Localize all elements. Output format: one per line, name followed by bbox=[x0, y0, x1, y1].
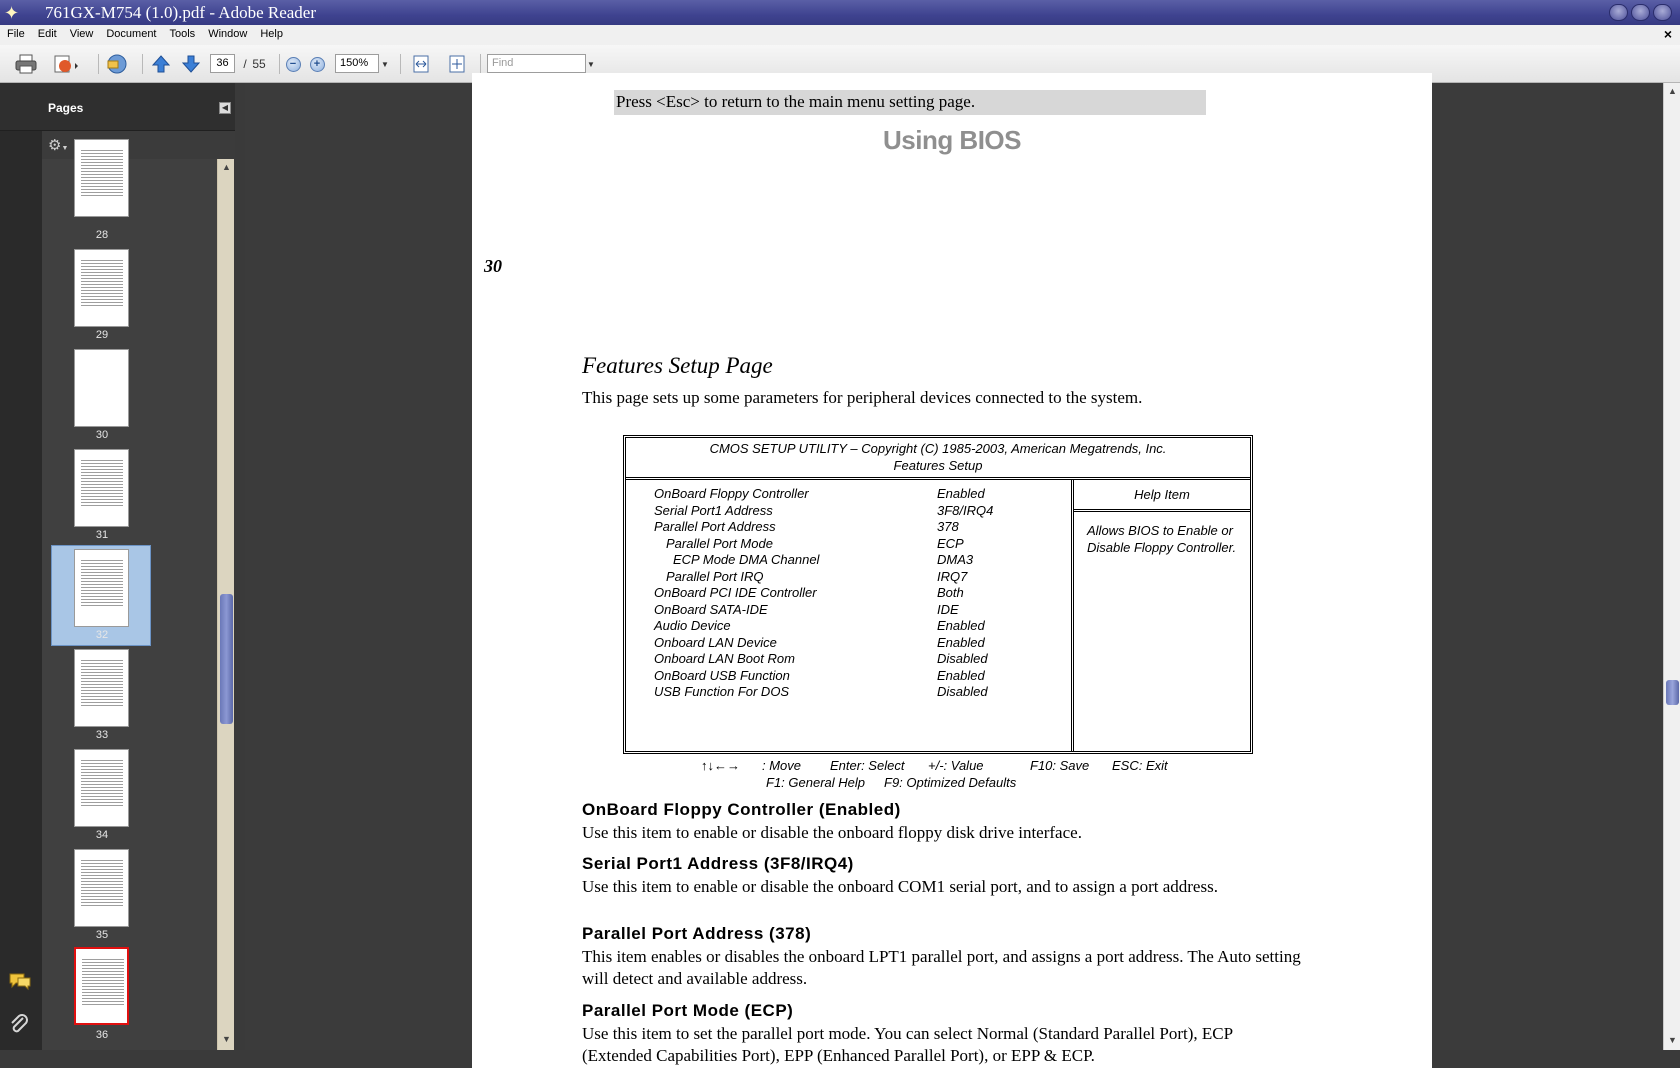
bios-setting-label: Onboard LAN Boot Rom bbox=[654, 651, 795, 666]
bios-setting-label: Serial Port1 Address bbox=[654, 502, 773, 518]
document-scrollbar[interactable] bbox=[1663, 83, 1680, 1050]
arrow-down-icon bbox=[181, 54, 201, 74]
key-f10: F10: Save bbox=[1030, 758, 1090, 773]
bios-setting-label: USB Function For DOS bbox=[654, 684, 790, 699]
bios-setting-value: ECP bbox=[937, 535, 964, 551]
bios-setting-value: Disabled bbox=[937, 684, 988, 699]
fit-width-icon bbox=[411, 54, 431, 74]
thumbnail-label: 30 bbox=[95, 429, 109, 441]
plus-icon: + bbox=[310, 57, 325, 72]
bios-setting-value: 3F8/IRQ4 bbox=[937, 502, 994, 518]
attachments-icon[interactable] bbox=[8, 1013, 30, 1042]
bios-header-line1: CMOS SETUP UTILITY – Copyright (C) 1985-2003, American Megatrends, Inc. bbox=[709, 441, 1167, 456]
bios-setting-label: ECP Mode DMA Channel bbox=[673, 552, 820, 567]
bios-setting-value: Both bbox=[937, 585, 964, 600]
bios-setting-label: OnBoard SATA-IDE bbox=[654, 601, 768, 617]
document-view bbox=[245, 83, 1663, 1065]
item-heading: OnBoard Floppy Controller (Enabled) bbox=[582, 800, 901, 819]
panel-splitter[interactable] bbox=[235, 83, 245, 1050]
bios-setup-screen bbox=[623, 435, 1253, 754]
collapse-panel-button[interactable]: ◀ bbox=[219, 102, 231, 114]
title-bar bbox=[0, 0, 1680, 25]
page-separator: / bbox=[243, 57, 247, 71]
total-pages: 55 bbox=[252, 57, 266, 71]
help-item-text: Allows BIOS to Enable or Disable Floppy Controller. bbox=[1087, 523, 1237, 555]
bios-setting-value: Disabled bbox=[937, 651, 988, 666]
key-esc: ESC: Exit bbox=[1112, 758, 1168, 773]
page-footer-title: Using BIOS bbox=[882, 125, 1021, 155]
scroll-up-icon[interactable]: ▲ bbox=[1668, 86, 1677, 96]
thumbnail-label: 31 bbox=[95, 529, 109, 541]
previous-page-button[interactable] bbox=[150, 53, 172, 75]
close-window-button[interactable] bbox=[1653, 4, 1672, 21]
zoom-dropdown-icon[interactable]: ▼ bbox=[381, 59, 389, 69]
thumbnail-label: 34 bbox=[95, 829, 109, 841]
scroll-up-icon[interactable]: ▲ bbox=[222, 162, 231, 172]
thumbnail-label: 33 bbox=[95, 729, 109, 741]
bios-setting-value: 378 bbox=[937, 519, 959, 534]
item-heading: Parallel Port Address (378) bbox=[582, 924, 812, 943]
bios-setting-label: OnBoard USB Function bbox=[654, 667, 790, 683]
fit-page-button[interactable] bbox=[446, 53, 468, 75]
bios-setting-label: OnBoard PCI IDE Controller bbox=[654, 585, 817, 600]
item-body: Use this item to enable or disable the onboard floppy disk drive interface. bbox=[582, 823, 1082, 842]
thumbnail-label: 36 bbox=[95, 1029, 109, 1041]
key-value: +/-: Value bbox=[928, 758, 984, 773]
thumbnail-label: 32 bbox=[95, 629, 109, 641]
document-pencil-icon bbox=[53, 54, 81, 74]
page-number: 30 bbox=[484, 256, 502, 276]
bios-setting-label: OnBoard Floppy Controller bbox=[654, 486, 809, 501]
bios-setting-label: Parallel Port Mode bbox=[666, 535, 773, 551]
item-body: Use this item to enable or disable the onboard COM1 serial port, and to assign a port address. bbox=[582, 877, 1218, 896]
minimize-button[interactable] bbox=[1609, 4, 1628, 21]
section-title: Features Setup Page bbox=[582, 353, 773, 378]
bios-setting-value: DMA3 bbox=[937, 552, 974, 567]
bios-setting-value: Enabled bbox=[937, 486, 985, 501]
menu-edit[interactable]: Edit bbox=[37, 28, 57, 40]
comment-tools-button[interactable] bbox=[52, 53, 82, 75]
globe-share-icon bbox=[105, 53, 129, 75]
thumbnail-page-36[interactable] bbox=[74, 947, 129, 1025]
thumbnail-page-34[interactable] bbox=[74, 749, 129, 827]
key-enter: Enter: Select bbox=[830, 758, 905, 773]
esc-note: Press <Esc> to return to the main menu setting page. bbox=[614, 90, 1206, 115]
thumbnail-label: 35 bbox=[95, 929, 109, 941]
pages-panel-title: Pages bbox=[48, 101, 84, 115]
thumbnail-page-29[interactable] bbox=[74, 249, 129, 327]
bios-setting-label: Onboard LAN Device bbox=[654, 634, 777, 650]
item-heading: Serial Port1 Address (3F8/IRQ4) bbox=[582, 854, 854, 873]
pdf-page-current bbox=[472, 248, 1432, 1068]
bios-setting-value: IRQ7 bbox=[937, 568, 968, 584]
menu-window[interactable]: Window bbox=[208, 28, 248, 40]
find-dropdown-icon[interactable]: ▼ bbox=[587, 59, 595, 69]
bios-setting-label: Audio Device bbox=[654, 618, 731, 633]
print-button[interactable] bbox=[14, 53, 38, 75]
thumbnail-page-33[interactable] bbox=[74, 649, 129, 727]
menu-view[interactable]: View bbox=[69, 28, 94, 40]
zoom-out-button[interactable] bbox=[284, 53, 302, 75]
thumbnail-page-30[interactable] bbox=[74, 349, 129, 427]
maximize-button[interactable] bbox=[1631, 4, 1650, 21]
navigation-strip bbox=[0, 83, 42, 1050]
thumbnail-label: 28 bbox=[95, 229, 109, 241]
bios-header bbox=[626, 438, 1250, 480]
menu-help[interactable]: Help bbox=[260, 28, 283, 40]
bios-divider bbox=[1071, 480, 1074, 751]
page-thumbnails bbox=[42, 159, 217, 1050]
bios-setting-value: Enabled bbox=[937, 667, 985, 683]
help-item-title: Help Item bbox=[1074, 480, 1250, 512]
item-body: This item enables or disables the onboard LPT1 parallel port, and assigns a port address. The Auto setting will detect and available address. bbox=[582, 947, 1301, 988]
page-number-input[interactable]: 36 bbox=[210, 54, 235, 73]
zoom-in-button[interactable] bbox=[308, 53, 326, 75]
arrow-up-icon bbox=[151, 54, 171, 74]
menu-document[interactable]: Document bbox=[106, 28, 157, 40]
next-page-button[interactable] bbox=[180, 53, 202, 75]
menu-bar bbox=[0, 25, 1680, 45]
adobe-reader-icon: ✦ bbox=[4, 3, 20, 23]
zoom-level-input[interactable]: 150% bbox=[335, 54, 379, 73]
scroll-down-icon[interactable]: ▼ bbox=[222, 1034, 231, 1044]
find-input[interactable]: Find bbox=[487, 54, 586, 73]
bios-setting-label: Parallel Port IRQ bbox=[666, 568, 764, 584]
menu-file[interactable]: File bbox=[7, 28, 25, 40]
key-move: : Move bbox=[762, 758, 802, 773]
item-body: Use this item to set the parallel port mode. You can select Normal (Standard Parallel Port), ECP (Extended Capabilities Port), EPP (Enhanced Parallel Port), or EPP & ECP. bbox=[582, 1024, 1233, 1065]
pages-panel-header bbox=[0, 83, 235, 131]
scrollbar-thumb[interactable] bbox=[220, 594, 233, 724]
minus-icon: − bbox=[286, 57, 301, 72]
scroll-down-icon[interactable]: ▼ bbox=[1668, 1035, 1677, 1045]
fit-width-button[interactable] bbox=[410, 53, 432, 75]
thumbnail-page-28[interactable] bbox=[74, 139, 129, 217]
panel-options-bar bbox=[42, 131, 235, 159]
menu-tools[interactable]: Tools bbox=[169, 28, 196, 40]
thumbnail-page-32[interactable] bbox=[74, 549, 129, 627]
window-title: 761GX-M754 (1.0).pdf - Adobe Reader bbox=[45, 3, 316, 22]
fit-page-icon bbox=[447, 54, 467, 74]
printer-icon bbox=[15, 54, 37, 74]
options-gear-icon[interactable]: ⚙▼ bbox=[48, 137, 69, 154]
thumbnail-label: 29 bbox=[95, 329, 109, 341]
bios-setting-value: Enabled bbox=[937, 618, 985, 633]
key-f1: F1: General Help bbox=[766, 775, 865, 790]
thumbnails-scrollbar[interactable] bbox=[217, 159, 234, 1050]
scrollbar-thumb[interactable] bbox=[1666, 680, 1679, 705]
collaborate-button[interactable] bbox=[104, 53, 130, 75]
thumbnail-page-35[interactable] bbox=[74, 849, 129, 927]
item-heading: Parallel Port Mode (ECP) bbox=[582, 1001, 794, 1020]
bios-setting-value: Enabled bbox=[937, 634, 985, 650]
bios-setting-value: IDE bbox=[937, 601, 959, 617]
intro-text: This page sets up some parameters for peripheral devices connected to the system. bbox=[582, 388, 1143, 407]
bios-setting-label: Parallel Port Address bbox=[654, 519, 776, 534]
comments-icon[interactable] bbox=[8, 971, 32, 996]
close-document-icon[interactable]: × bbox=[1663, 26, 1672, 42]
arrow-keys: ↑↓←→ bbox=[701, 758, 740, 773]
thumbnail-page-31[interactable] bbox=[74, 449, 129, 527]
key-f9: F9: Optimized Defaults bbox=[884, 775, 1017, 790]
bios-header-line2: Features Setup bbox=[893, 458, 983, 473]
